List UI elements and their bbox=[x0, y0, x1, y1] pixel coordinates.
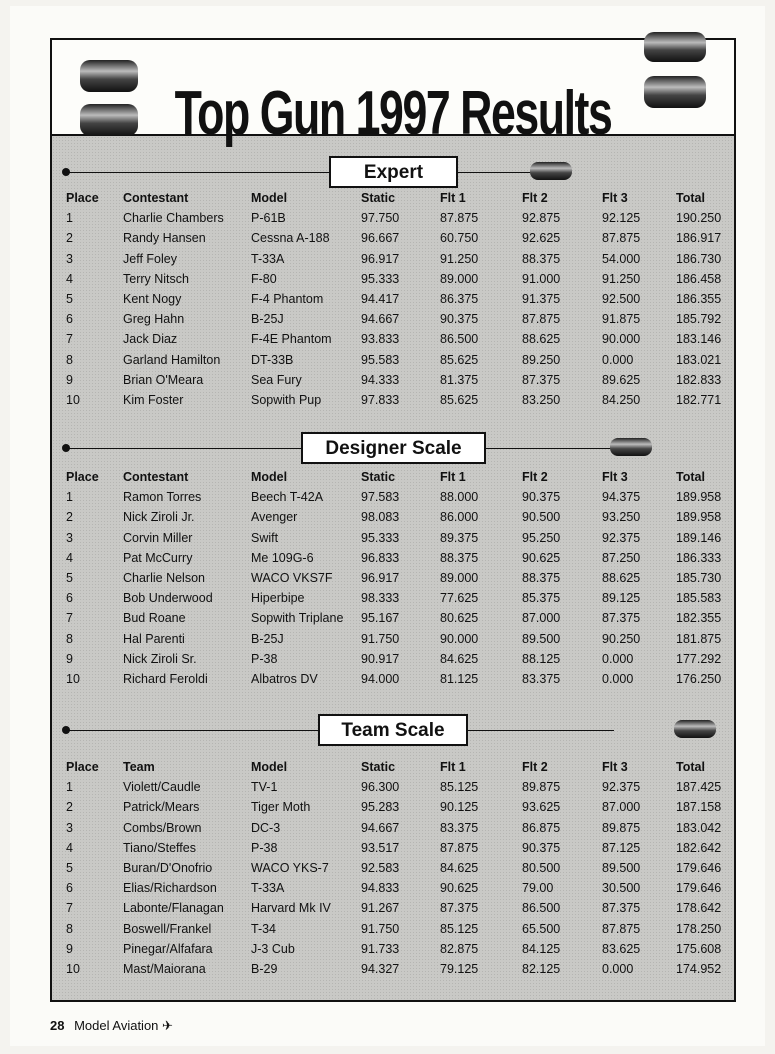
table-row: 9 Nick Ziroli Sr. P-38 90.917 84.625 88.125 0.000 177.292 bbox=[66, 651, 722, 666]
divider-dot bbox=[62, 726, 70, 734]
table-row: 9 Brian O'Meara Sea Fury 94.333 81.375 87.375 89.625 182.833 bbox=[66, 372, 722, 387]
table-row: 7 Labonte/Flanagan Harvard Mk IV 91.267 87.375 86.500 87.375 178.642 bbox=[66, 901, 722, 916]
table-row: 5 Charlie Nelson WACO VKS7F 96.917 89.000 88.375 88.625 185.730 bbox=[66, 570, 722, 585]
table-row: 10 Richard Feroldi Albatros DV 94.000 81.125 83.375 0.000 176.250 bbox=[66, 671, 722, 686]
table-header: Place Contestant Model Static Flt 1 Flt 2 Flt 3 Total bbox=[66, 470, 705, 484]
publication-name: Model Aviation bbox=[74, 1018, 159, 1033]
table-row: 10 Kim Foster Sopwith Pup 97.833 85.625 83.250 84.250 182.771 bbox=[66, 392, 722, 407]
expert-table bbox=[66, 191, 726, 413]
table-row: 2 Patrick/Mears Tiger Moth 95.283 90.125 93.625 87.000 187.158 bbox=[66, 800, 722, 815]
title-banner bbox=[50, 38, 736, 148]
table-row: 3 Corvin Miller Swift 95.333 89.375 95.250 92.375 189.146 bbox=[66, 530, 722, 545]
shell-casing-icon bbox=[74, 56, 144, 146]
section-label-team-scale: Team Scale bbox=[318, 714, 468, 746]
table-row: 2 Randy Hansen Cessna A-188 96.667 60.750 92.625 87.875 186.917 bbox=[66, 231, 722, 246]
airplane-icon: ✈ bbox=[162, 1018, 173, 1033]
bullet-icon bbox=[608, 436, 656, 458]
bullet-icon bbox=[672, 718, 720, 740]
table-row: 7 Bud Roane Sopwith Triplane 95.167 80.625 87.000 87.375 182.355 bbox=[66, 611, 722, 626]
table-row: 10 Mast/Maiorana B-29 94.327 79.125 82.125 0.000 174.952 bbox=[66, 961, 722, 976]
table-row: 7 Jack Diaz F-4E Phantom 93.833 86.500 88.625 90.000 183.146 bbox=[66, 332, 722, 347]
section-label-expert: Expert bbox=[329, 156, 458, 188]
table-row: 8 Hal Parenti B-25J 91.750 90.000 89.500 90.250 181.875 bbox=[66, 631, 722, 646]
table-row: 1 Charlie Chambers P-61B 97.750 87.875 92.875 92.125 190.250 bbox=[66, 211, 722, 226]
table-header: Place Contestant Model Static Flt 1 Flt 2 Flt 3 Total bbox=[66, 191, 705, 205]
page-footer bbox=[50, 1018, 173, 1034]
table-row: 2 Nick Ziroli Jr. Avenger 98.083 86.000 90.500 93.250 189.958 bbox=[66, 510, 722, 525]
table-row: 4 Tiano/Steffes P-38 93.517 87.875 90.375 87.125 182.642 bbox=[66, 840, 722, 855]
divider-dot bbox=[62, 444, 70, 452]
team-scale-table bbox=[66, 760, 726, 982]
table-row: 5 Buran/D'Onofrio WACO YKS-7 92.583 84.625 80.500 89.500 179.646 bbox=[66, 860, 722, 875]
table-row: 6 Elias/Richardson T-33A 94.833 90.625 79.00 30.500 179.646 bbox=[66, 881, 722, 896]
table-row: 6 Bob Underwood Hiperbipe 98.333 77.625 85.375 89.125 185.583 bbox=[66, 591, 722, 606]
divider-dot bbox=[62, 168, 70, 176]
shell-casing-icon bbox=[640, 26, 712, 116]
bullet-icon bbox=[528, 160, 576, 182]
table-row: 3 Jeff Foley T-33A 96.917 91.250 88.375 54.000 186.730 bbox=[66, 251, 722, 266]
table-row: 1 Violett/Caudle TV-1 96.300 85.125 89.875 92.375 187.425 bbox=[66, 780, 722, 795]
table-row: 1 Ramon Torres Beech T-42A 97.583 88.000 90.375 94.375 189.958 bbox=[66, 490, 722, 505]
table-row: 9 Pinegar/Alfafara J-3 Cub 91.733 82.875 84.125 83.625 175.608 bbox=[66, 941, 722, 956]
table-row: 5 Kent Nogy F-4 Phantom 94.417 86.375 91.375 92.500 186.355 bbox=[66, 291, 722, 306]
table-row: 6 Greg Hahn B-25J 94.667 90.375 87.875 91.875 185.792 bbox=[66, 312, 722, 327]
page-title: Top Gun 1997 Results bbox=[174, 79, 612, 148]
section-label-designer-scale: Designer Scale bbox=[301, 432, 486, 464]
table-header: Place Team Model Static Flt 1 Flt 2 Flt 3 Total bbox=[66, 760, 705, 774]
table-row: 3 Combs/Brown DC-3 94.667 83.375 86.875 89.875 183.042 bbox=[66, 820, 722, 835]
designer-scale-table bbox=[66, 470, 726, 692]
table-row: 4 Pat McCurry Me 109G-6 96.833 88.375 90.625 87.250 186.333 bbox=[66, 550, 722, 565]
table-row: 8 Garland Hamilton DT-33B 95.583 85.625 89.250 0.000 183.021 bbox=[66, 352, 722, 367]
section-divider bbox=[66, 172, 536, 173]
page-number: 28 bbox=[50, 1018, 65, 1033]
table-row: 4 Terry Nitsch F-80 95.333 89.000 91.000 91.250 186.458 bbox=[66, 271, 722, 286]
table-row: 8 Boswell/Frankel T-34 91.750 85.125 65.500 87.875 178.250 bbox=[66, 921, 722, 936]
